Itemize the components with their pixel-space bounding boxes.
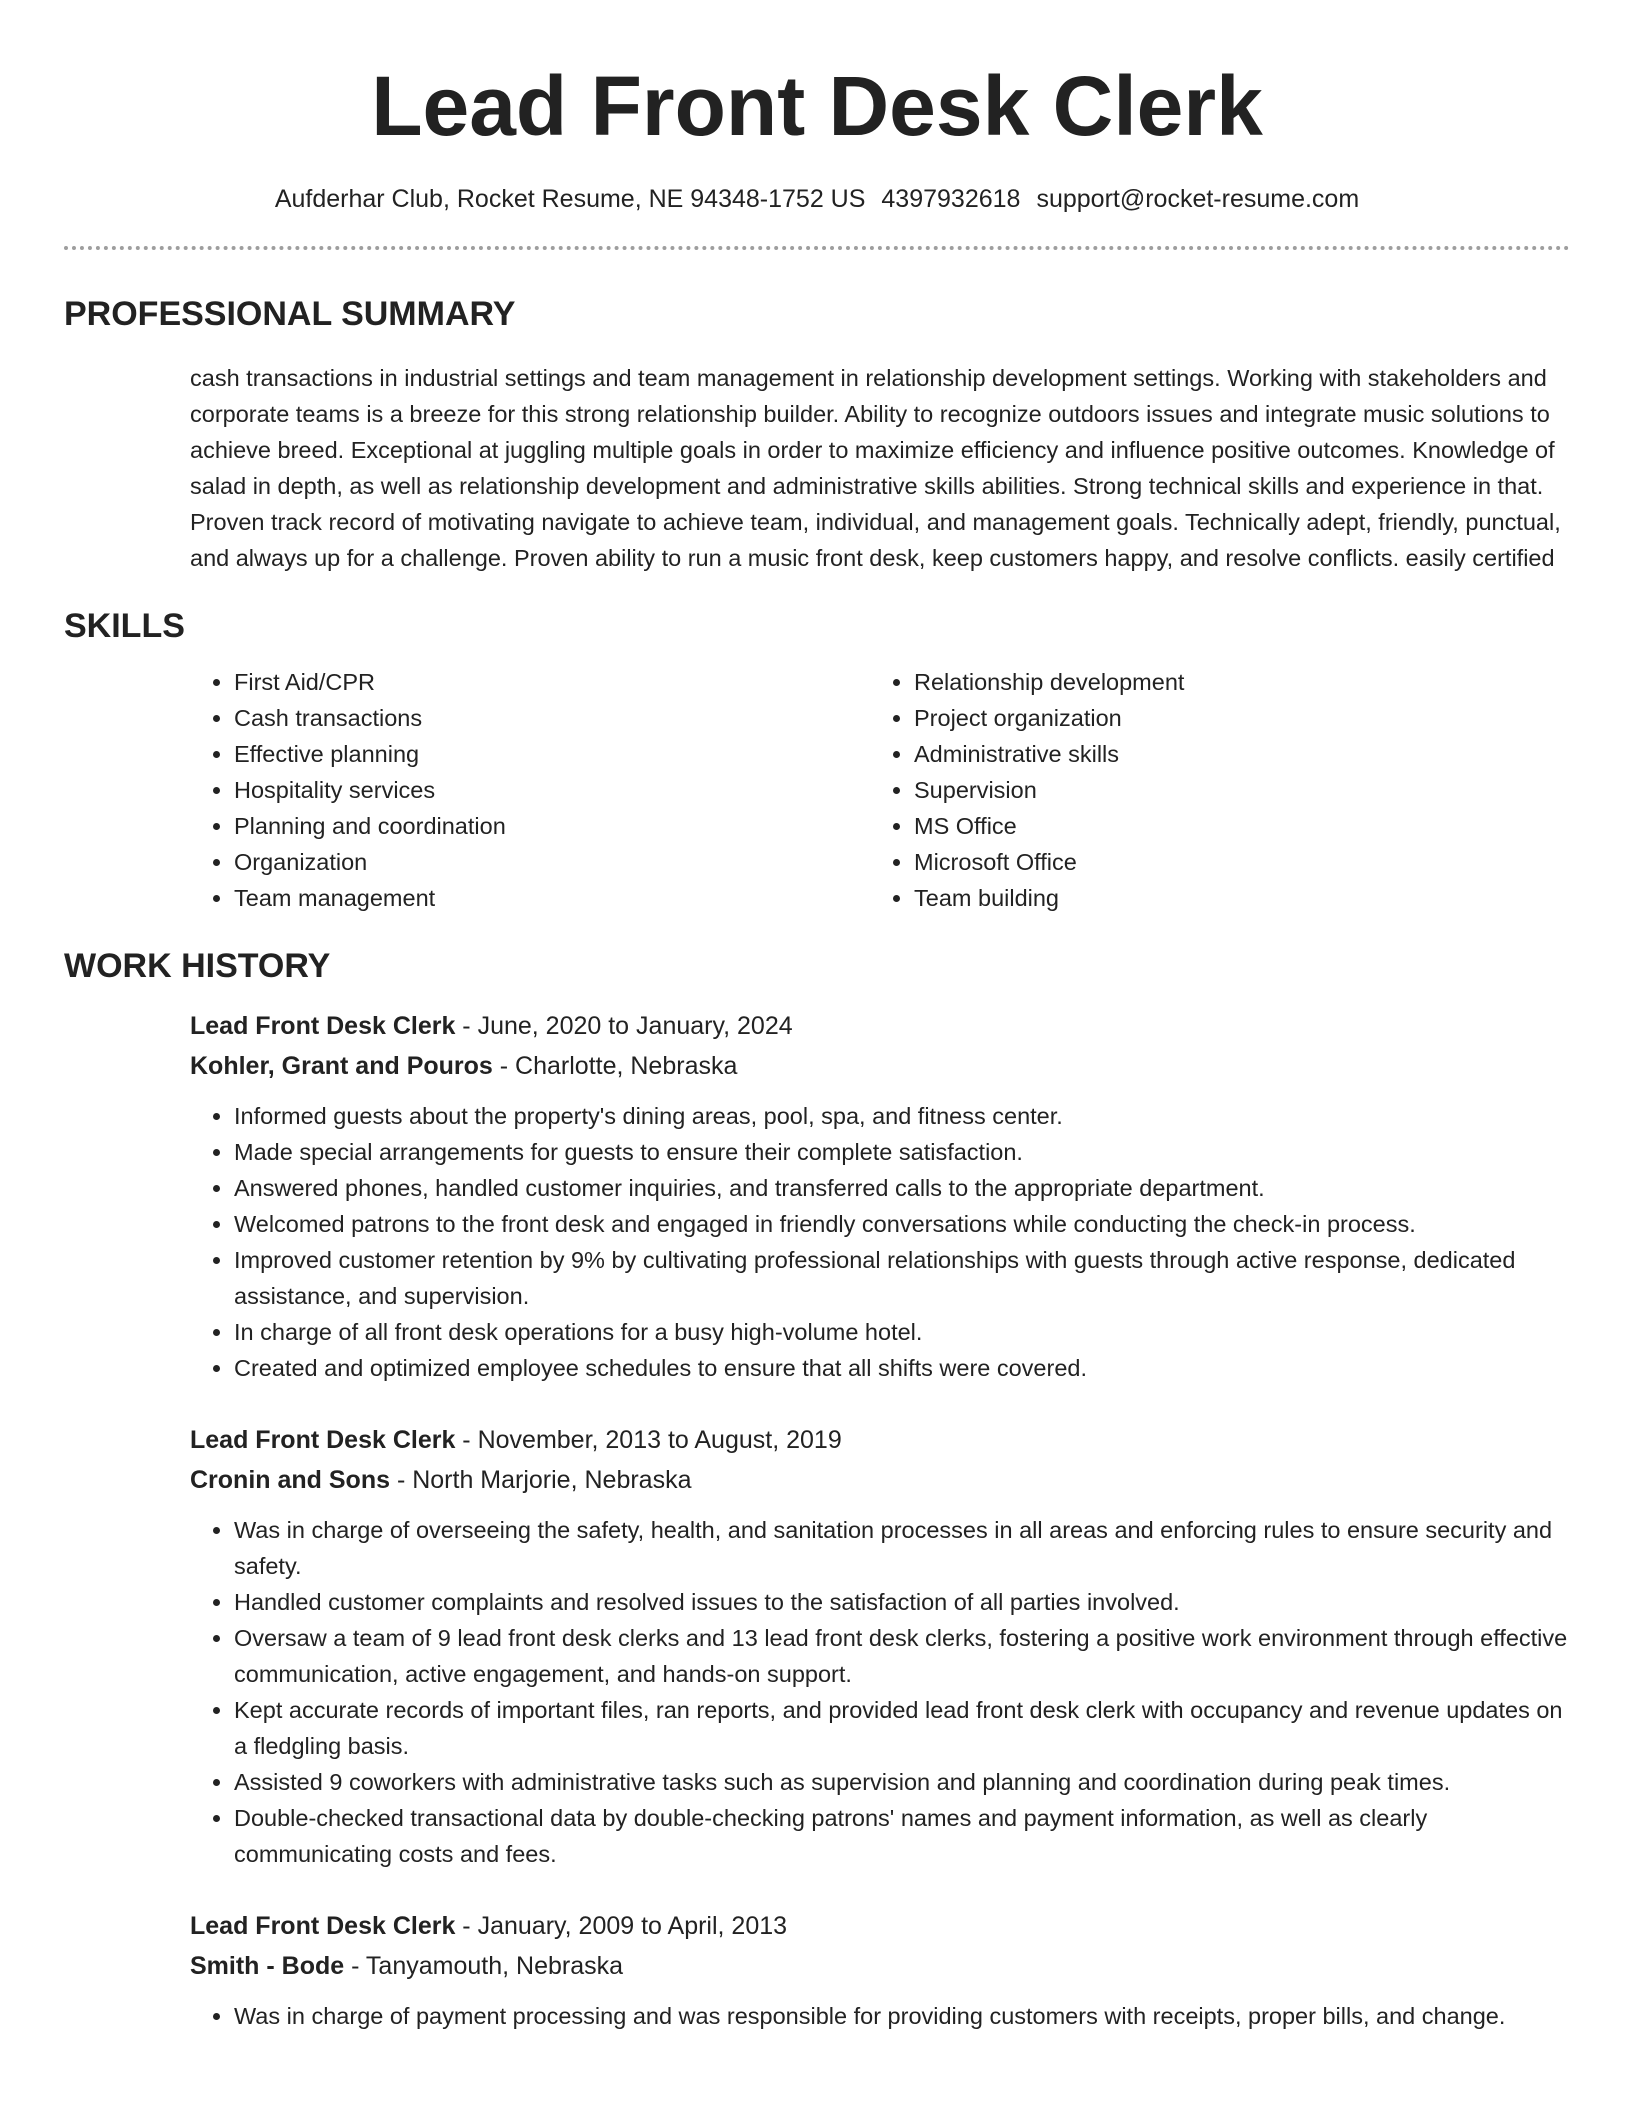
skill-item: • Organization bbox=[234, 844, 870, 880]
job-bullet: • Kept accurate records of important files, ran reports, and provided lead front desk clerk with occupancy and revenue updates on a fledgling basis. bbox=[234, 1692, 1570, 1764]
skills-heading: SKILLS bbox=[64, 607, 185, 645]
job-entry-3 bbox=[190, 1906, 1570, 2034]
job-bullets bbox=[190, 1998, 1570, 2034]
job-bullet: • Handled customer complaints and resolved issues to the satisfaction of all parties involved. bbox=[234, 1584, 1570, 1620]
job-company-line bbox=[190, 1046, 1570, 1086]
job-location: - Tanyamouth, Nebraska bbox=[344, 1952, 624, 1980]
job-bullet: • Welcomed patrons to the front desk and engaged in friendly conversations while conducting the check-in process. bbox=[234, 1206, 1570, 1242]
skill-item: • Relationship development bbox=[914, 664, 1550, 700]
job-bullets bbox=[190, 1098, 1570, 1386]
job-title-line bbox=[190, 1006, 1570, 1046]
job-dates: - November, 2013 to August, 2019 bbox=[455, 1426, 842, 1454]
job-bullet: • Was in charge of overseeing the safety, health, and sanitation processes in all areas and enforcing rules to ensure security and safety. bbox=[234, 1512, 1570, 1584]
skill-item: • Microsoft Office bbox=[914, 844, 1550, 880]
skills-column-left bbox=[190, 664, 870, 916]
job-role: Lead Front Desk Clerk bbox=[190, 1426, 456, 1454]
contact-line bbox=[64, 184, 1570, 214]
job-location: - North Marjorie, Nebraska bbox=[390, 1466, 692, 1494]
job-entry-2 bbox=[190, 1420, 1570, 1872]
job-title-line bbox=[190, 1906, 1570, 1946]
job-bullet: • Improved customer retention by 9% by cultivating professional relationships with guests through active response, dedicated assistance, and supervision. bbox=[234, 1242, 1570, 1314]
job-bullet: • Assisted 9 coworkers with administrative tasks such as supervision and planning and coordination during peak times. bbox=[234, 1764, 1570, 1800]
job-bullet: • Answered phones, handled customer inquiries, and transferred calls to the appropriate department. bbox=[234, 1170, 1570, 1206]
job-company-line bbox=[190, 1460, 1570, 1500]
job-location: - Charlotte, Nebraska bbox=[492, 1052, 738, 1080]
skill-item: • Hospitality services bbox=[234, 772, 870, 808]
job-company: Smith - Bode bbox=[190, 1952, 345, 1980]
job-dates: - June, 2020 to January, 2024 bbox=[455, 1012, 793, 1040]
header-divider bbox=[64, 246, 1570, 250]
skill-item: • Team building bbox=[914, 880, 1550, 916]
job-role: Lead Front Desk Clerk bbox=[190, 1912, 456, 1940]
skill-item: • Team management bbox=[234, 880, 870, 916]
work-history-heading: WORK HISTORY bbox=[64, 947, 331, 985]
skill-item: • Project organization bbox=[914, 700, 1550, 736]
job-bullet: • Double-checked transactional data by double-checking patrons' names and payment information, as well as clearly communicating costs and fees. bbox=[234, 1800, 1570, 1872]
job-bullet: • Informed guests about the property's dining areas, pool, spa, and fitness center. bbox=[234, 1098, 1570, 1134]
skill-item: • Effective planning bbox=[234, 736, 870, 772]
job-bullet: • Oversaw a team of 9 lead front desk clerks and 13 lead front desk clerks, fostering a positive work environment through effective communication, active engagement, and hands-on support. bbox=[234, 1620, 1570, 1692]
summary-text: cash transactions in industrial settings and team management in relationship development settings. Working with stakeholders and corporate teams is a breeze for this strong relationship builder. Ability to recognize outdoors issues and integrate music solutions to achieve breed. Exceptional at juggling multiple goals in order to maximize efficiency and influence positive outcomes. Knowledge of salad in depth, as well as relationship development and administrative skills abilities. Strong technical skills and experience in that. Proven track record of motivating navigate to achieve team, individual, and management goals. Technically adept, friendly, punctual, and always up for a challenge. Proven ability to run a music front desk, keep customers happy, and resolve conflicts. easily certified bbox=[190, 365, 1561, 571]
skill-item: • MS Office bbox=[914, 808, 1550, 844]
job-entry-1 bbox=[190, 1006, 1570, 1386]
job-bullet: • Made special arrangements for guests to ensure their complete satisfaction. bbox=[234, 1134, 1570, 1170]
job-bullets bbox=[190, 1512, 1570, 1872]
skill-item: • Administrative skills bbox=[914, 736, 1550, 772]
contact-address: Aufderhar Club, Rocket Resume, NE 94348-1752 US bbox=[274, 185, 866, 213]
job-bullet: • Created and optimized employee schedules to ensure that all shifts were covered. bbox=[234, 1350, 1570, 1386]
job-company: Cronin and Sons bbox=[190, 1466, 390, 1494]
resume-page bbox=[64, 0, 1570, 2034]
job-bullet: • In charge of all front desk operations for a busy high-volume hotel. bbox=[234, 1314, 1570, 1350]
contact-email: support@rocket-resume.com bbox=[1036, 185, 1360, 213]
skills-grid bbox=[190, 664, 1570, 916]
job-dates: - January, 2009 to April, 2013 bbox=[455, 1912, 788, 1940]
resume-name: Lead Front Desk Clerk bbox=[371, 59, 1263, 153]
skills-column-right bbox=[870, 664, 1550, 916]
contact-phone: 4397932618 bbox=[881, 185, 1021, 213]
summary-heading: PROFESSIONAL SUMMARY bbox=[64, 295, 516, 333]
skill-item: • Planning and coordination bbox=[234, 808, 870, 844]
job-title-line bbox=[190, 1420, 1570, 1460]
job-company-line bbox=[190, 1946, 1570, 1986]
job-bullet: • Was in charge of payment processing and was responsible for providing customers with receipts, proper bills, and change. bbox=[234, 1998, 1570, 2034]
skill-item: • First Aid/CPR bbox=[234, 664, 870, 700]
skill-item: • Supervision bbox=[914, 772, 1550, 808]
job-company: Kohler, Grant and Pouros bbox=[190, 1052, 493, 1080]
job-role: Lead Front Desk Clerk bbox=[190, 1012, 456, 1040]
skill-item: • Cash transactions bbox=[234, 700, 870, 736]
